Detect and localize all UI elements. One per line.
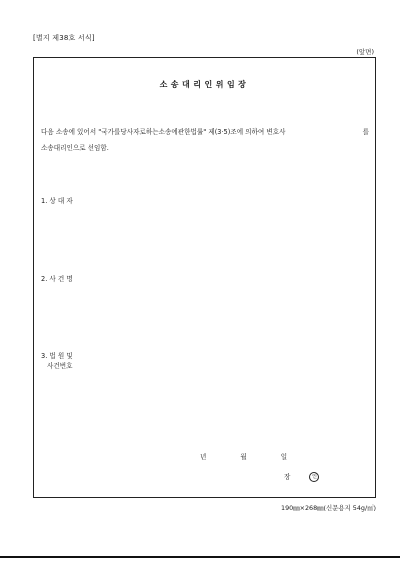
form-number-label: [별지 제38호 서식] [33, 34, 95, 42]
date-day: 일 [280, 453, 288, 461]
page-side-label: (앞면) [356, 48, 374, 56]
body-line-2: 소송대리인으로 선임함. [41, 144, 109, 152]
item-court-label: 3. 법 원 및 [41, 352, 73, 360]
date-row [200, 451, 287, 461]
paper-spec-note: 190㎜×268㎜(신문용지 54g/㎡) [281, 504, 376, 512]
seal-icon: 인 [309, 472, 319, 482]
signature-title: 장 [284, 473, 291, 481]
item-opponent [41, 196, 73, 206]
date-year: 년 [200, 453, 207, 461]
item-case-number-label: 사건번호 [47, 362, 73, 370]
body-line-1 [41, 124, 369, 140]
signature-row [284, 471, 319, 482]
item-case-name [41, 274, 73, 284]
item-opponent-label: 1. 상 대 자 [41, 197, 73, 205]
item-court-case-number [41, 351, 73, 371]
body-line-1-end: 를 [362, 128, 369, 136]
body-text [41, 124, 369, 156]
body-line-1-main: 다음 소송에 있어서 "국가를당사자로하는소송에관한법률" 제(3·5)조에 의하여 변호사 [41, 128, 286, 136]
document-title: 소송대리인위임장 [159, 80, 250, 89]
date-month: 월 [240, 453, 247, 461]
document-frame [33, 57, 376, 498]
item-case-name-label: 2. 사 건 명 [41, 275, 73, 283]
bottom-rule [0, 556, 400, 558]
